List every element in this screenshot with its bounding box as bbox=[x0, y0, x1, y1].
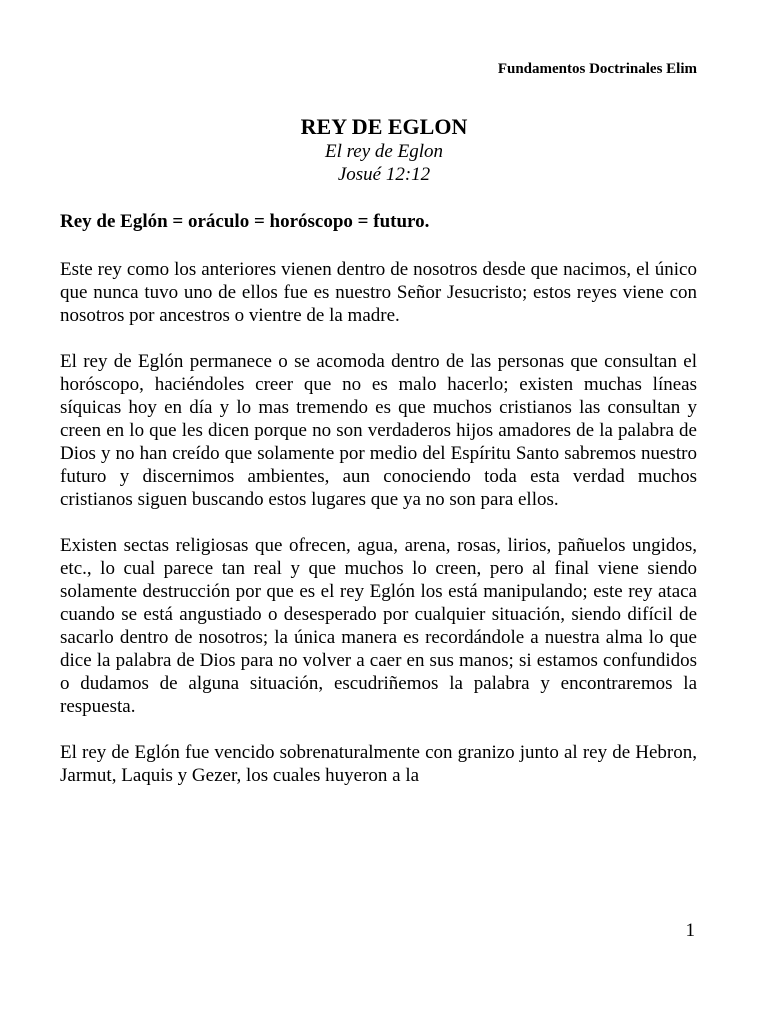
paragraph-1: Este rey como los anteriores vienen dentro de nosotros desde que nacimos, el único que nunca tuvo uno de ellos fue es nuestro Señor Jesucristo; estos reyes viene con nosotros por ancestros o vientre de la madre. bbox=[60, 259, 697, 326]
document-body bbox=[60, 210, 697, 810]
running-header: Fundamentos Doctrinales Elim bbox=[497, 61, 697, 77]
page-title: REY DE EGLON bbox=[300, 114, 468, 139]
lead-statement: Rey de Eglón = oráculo = horóscopo = futuro. bbox=[60, 211, 430, 232]
page-number: 1 bbox=[685, 920, 695, 941]
page-subtitle: El rey de Eglon bbox=[324, 141, 443, 162]
title-block bbox=[0, 114, 768, 186]
paragraph-4: El rey de Eglón fue vencido sobrenaturalmente con granizo junto al rey de Hebron, Jarmut, Laquis y Gezer, los cuales huyeron a la bbox=[60, 742, 697, 786]
paragraph-3: Existen sectas religiosas que ofrecen, agua, arena, rosas, lirios, pañuelos ungidos, etc., lo cual parece tan real y que muchos lo creen, pero al final viene siendo solamente destrucción por que es el rey Eglón los está manipulando; este rey ataca cuando se está angustiado o desesperado por cualquier situación, siendo difícil de sacarlo dentro de nosotros; la única manera es recordándole a nuestra alma lo que dice la palabra de Dios para no volver a caer en sus manos; si estamos confundidos o dudamos de alguna situación, escudriñemos la palabra y encontraremos la respuesta. bbox=[60, 535, 697, 717]
paragraph-2: El rey de Eglón permanece o se acomoda dentro de las personas que consultan el horóscopo, haciéndoles creer que no es malo hacerlo; existen muchas líneas síquicas hoy en día y lo mas tremendo es que muchos cristianos las consultan y creen en lo que les dicen porque no son verdaderos hijos amadores de la palabra de Dios y no han creído que solamente por medio del Espíritu Santo sabremos nuestro futuro y discernimos ambientes, aun conociendo toda esta verdad muchos cristianos siguen buscando estos lugares que ya no son para ellos. bbox=[60, 351, 697, 510]
scripture-reference: Josué 12:12 bbox=[337, 164, 431, 185]
